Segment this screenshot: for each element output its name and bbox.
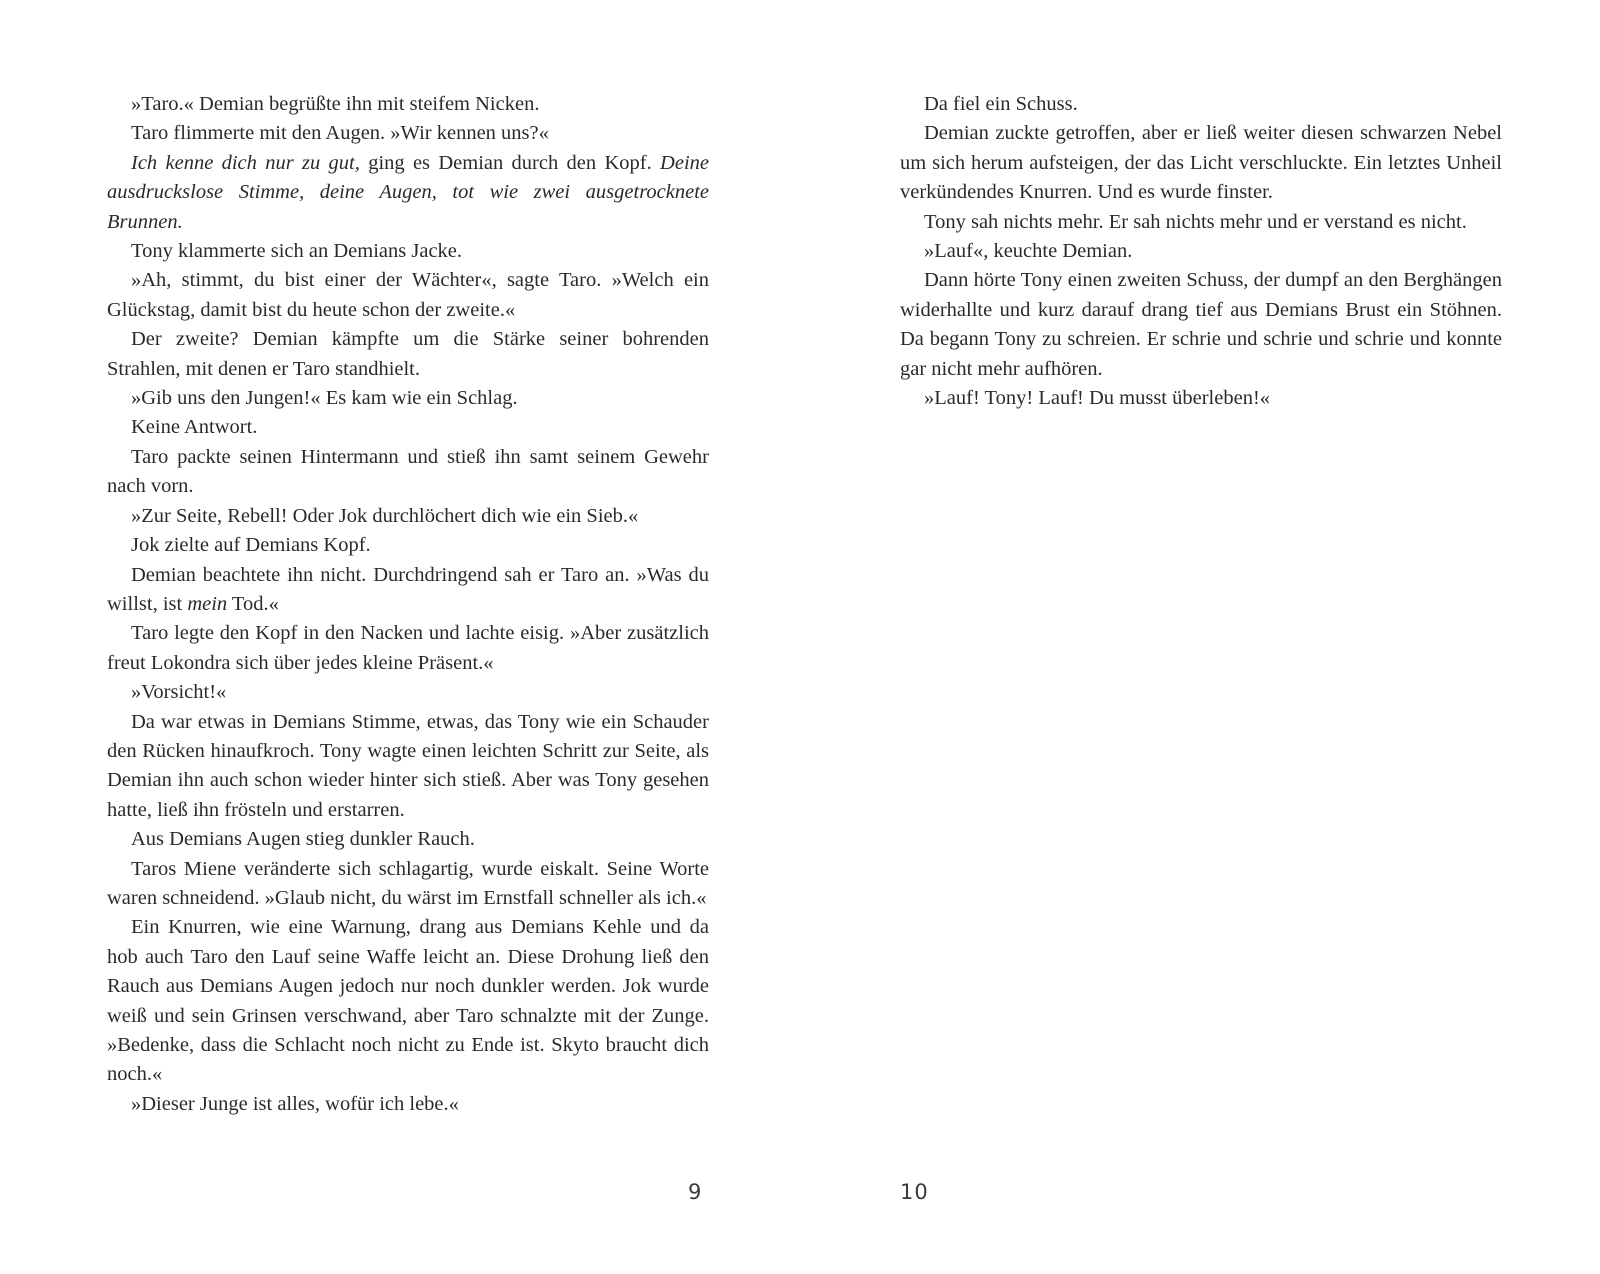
roman-text: ging es Demian durch den Kopf. [359, 151, 661, 174]
page-number-left: 9 [688, 1180, 703, 1204]
paragraph: Demian zuckte getroffen, aber er ließ weiter diesen schwarzen Nebel um sich herum aufsteigen, der das Licht verschluckte. Ein letztes Unheil verkündendes Knurren. Und es wurde finster. [900, 122, 1502, 204]
paragraph: Dann hörte Tony einen zweiten Schuss, der dumpf an den Berghängen widerhallte und kurz darauf drang tief aus Demians Brust ein Stöhnen. Da begann Tony zu schreien. Er schrie und schrie und schrie und konnte gar nicht mehr aufhören. [900, 269, 1502, 380]
paragraph: »Lauf«, keuchte Demian. [924, 240, 1133, 263]
paragraph: Da fiel ein Schuss. [924, 93, 1078, 115]
paragraph: Keine Antwort. [131, 416, 258, 439]
paragraph: Tony klammerte sich an Demians Jacke. [131, 240, 463, 263]
paragraph: Taro packte seinen Hintermann und stieß ihn samt seinem Gewehr nach vorn. [107, 445, 709, 498]
paragraph: Tony sah nichts mehr. Er sah nichts mehr und er verstand es nicht. [924, 210, 1467, 233]
paragraph: »Vorsicht!« [131, 681, 227, 704]
page-number-right: 10 [900, 1180, 929, 1204]
right-page [900, 90, 1502, 413]
italic-text: mein [187, 592, 228, 615]
paragraph: Jok zielte auf Demians Kopf. [131, 534, 371, 557]
italic-text: Ich kenne dich nur zu gut, [131, 151, 360, 174]
italic-text: Deine ausdruckslose Stimme, deine Augen, tot wie zwei ausgetrocknete Brunnen. [107, 151, 709, 233]
roman-text: Tod.« [227, 592, 279, 615]
paragraph: Taros Miene veränderte sich schlagartig, wurde eiskalt. Seine Worte waren schneidend. »Glaub nicht, du wärst im Ernstfall schneller als ich.« [107, 857, 709, 909]
paragraph: Ein Knurren, wie eine Warnung, drang aus Demians Kehle und da hob auch Taro den Lauf seine Waffe leicht an. Diese Drohung ließ den Rauch aus Demians Augen jedoch nur noch dunkler werden. Jok wurde weiß und sein Grinsen verschwand, aber Taro schnalzte mit der Zunge. »Bedenke, dass die Schlacht noch nicht zu Ende ist. Skyto braucht dich noch.« [107, 916, 709, 1086]
italic-paragraph [107, 149, 709, 237]
roman-text: Demian beachtete ihn nicht. Durchdringend sah er Taro an. »Was du willst, ist [107, 563, 709, 615]
paragraph: Aus Demians Augen stieg dunkler Rauch. [131, 828, 475, 851]
paragraph: »Lauf! Tony! Lauf! Du musst überleben!« [924, 387, 1271, 410]
paragraph: »Ah, stimmt, du bist einer der Wächter«, sagte Taro. »Welch ein Glückstag, damit bist du heute schon der zweite.« [107, 269, 709, 321]
paragraph: »Taro.« Demian begrüßte ihn mit steifem Nicken. [131, 93, 540, 115]
paragraph: Taro flimmerte mit den Augen. »Wir kennen uns?« [131, 122, 549, 145]
paragraph: »Gib uns den Jungen!« Es kam wie ein Schlag. [131, 387, 518, 410]
tod-paragraph [107, 561, 709, 620]
paragraph: Da war etwas in Demians Stimme, etwas, das Tony wie ein Schauder den Rücken hinaufkroch. Tony wagte einen leichten Schritt zur Seite, als Demian ihn auch schon wieder hinter sich stieß. Aber was Tony gesehen hatte, ließ ihn frösteln und erstarren. [107, 710, 709, 821]
paragraph: »Zur Seite, Rebell! Oder Jok durchlöchert dich wie ein Sieb.« [131, 504, 639, 527]
paragraph: Der zweite? Demian kämpfte um die Stärke seiner bohrenden Strahlen, mit denen er Taro standhielt. [107, 328, 709, 380]
left-page [107, 90, 709, 1119]
paragraph: Taro legte den Kopf in den Nacken und lachte eisig. »Aber zusätzlich freut Lokondra sich über jedes kleine Präsent.« [107, 622, 709, 674]
paragraph: »Dieser Junge ist alles, wofür ich lebe.« [131, 1092, 459, 1115]
